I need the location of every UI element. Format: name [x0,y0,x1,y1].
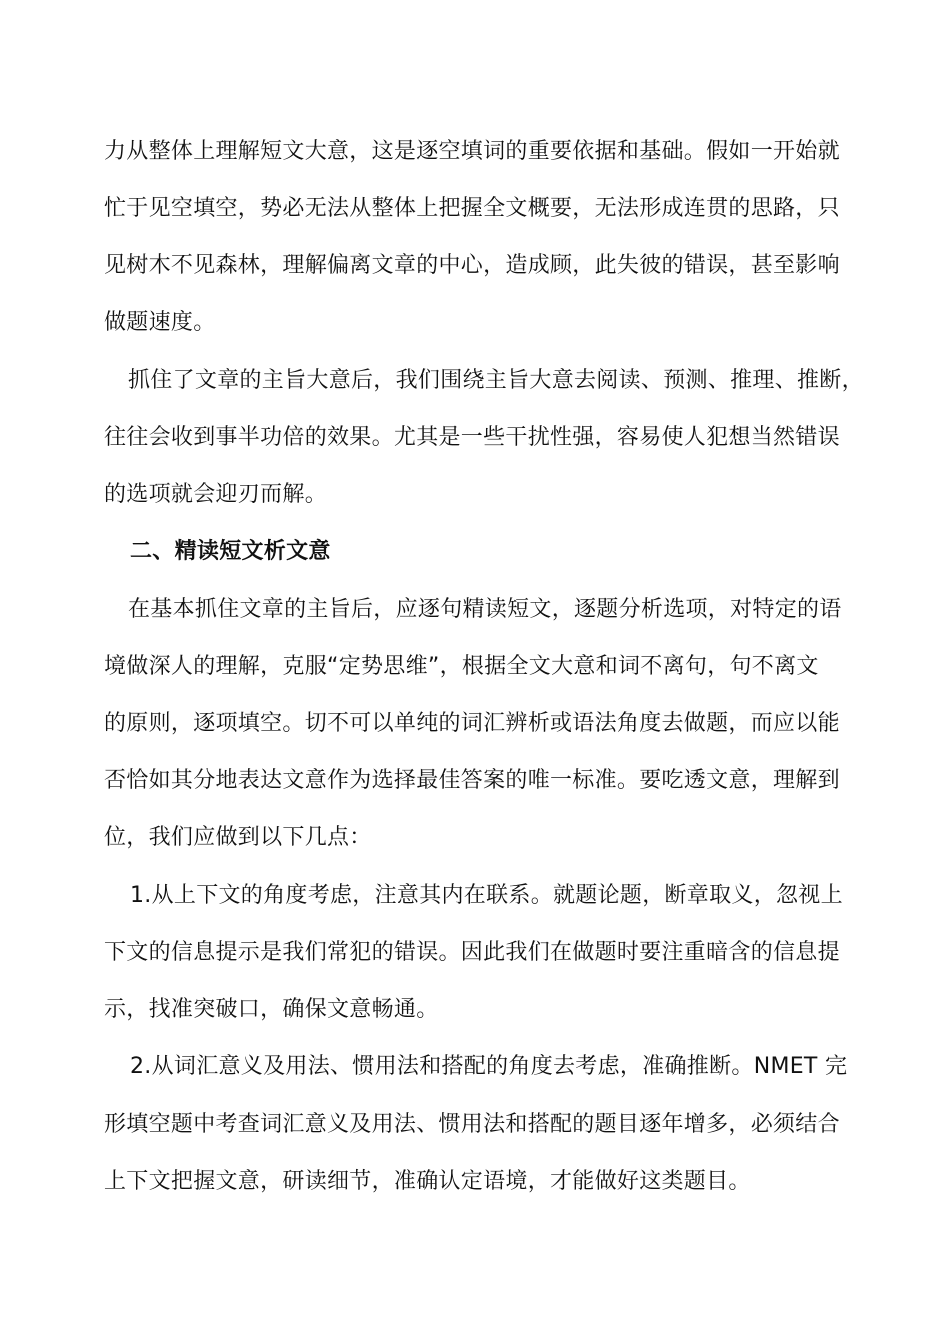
section-heading: 二、精读短文析文意 [130,539,331,564]
paragraph-line: 位，我们应做到以下几点： [104,825,372,850]
paragraph-line: 示，找准突破口，确保文意畅通。 [104,997,439,1022]
paragraph-line: 的选项就会迎刃而解。 [104,482,328,507]
paragraph-line: 在基本抓住文章的主旨后，应逐句精读短文，逐题分析选项，对特定的语 [128,597,842,622]
paragraph-line: 抓住了文章的主旨大意后，我们围绕主旨大意去阅读、预测、推理、推断， [128,368,864,393]
paragraph-line: 形填空题中考查词汇意义及用法、惯用法和搭配的题目逐年增多，必须结合 [104,1112,840,1137]
paragraph-line: 上下文把握文意，研读细节，准确认定语境，才能做好这类题目。 [104,1169,751,1194]
paragraph-line: 见树木不见森林，理解偏离文章的中心，造成顾，此失彼的错误，甚至影响 [104,253,840,278]
paragraph-line: 否恰如其分地表达文意作为选择最佳答案的唯一标准。要吃透文意，理解到 [104,768,840,793]
paragraph-line: 1.从上下文的角度考虑，注意其内在联系。就题论题，断章取义，忽视上 [130,883,843,908]
paragraph-line: 的原则，逐项填空。切不可以单纯的词汇辨析或语法角度去做题，而应以能 [104,711,840,736]
paragraph-line: 境做深人的理解，克服“定势思维”，根据全文大意和词不离句，句不离文 [104,654,819,679]
paragraph-line: 往往会收到事半功倍的效果。尤其是一些干扰性强，容易使人犯想当然错误 [104,425,840,450]
paragraph-line: 忙于见空填空，势必无法从整体上把握全文概要，无法形成连贯的思路，只 [104,196,840,221]
paragraph-line: 2.从词汇意义及用法、惯用法和搭配的角度去考虑，准确推断。NMET 完 [130,1054,848,1079]
paragraph-line: 下文的信息提示是我们常犯的错误。因此我们在做题时要注重暗含的信息提 [104,940,840,965]
paragraph-line: 力从整体上理解短文大意，这是逐空填词的重要依据和基础。假如一开始就 [104,139,840,164]
paragraph-line: 做题速度。 [104,310,216,335]
